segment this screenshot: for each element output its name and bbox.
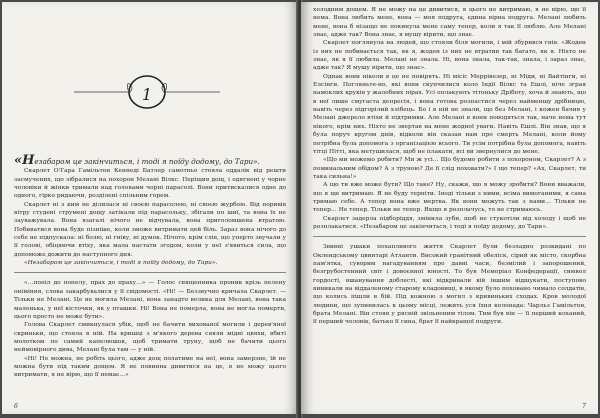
paragraph: Скарлет задерла підборіддя, змінила зуби, щоб не стукотіли від холоду і щоб не розплакатися. «Незабаром це закінчиться, і тоді я поїду додому, до Тари». xyxy=(313,215,586,230)
paragraph: Скарлет ні з ким не ділилася ні своєю парасолею, ні своєю журбою. Від поривів вітру студені струмені дощу затікали під парасольку, збігали по шиї, та вона їх не зауважувала. Вона взагалі нічого не відчувала, вона приголомшена втратою. Побиватися вона буде пізніше, коли зможе витримати цей біль. Зараз вона нічого до себе не підпускала: ні болю, ні гніву, ні думок. Нічого, крім слів, що уперто звучали у її голові, обіцяючи втіху, яка мала настати згодом, коли у неї з'явиться сила, що допоможе дожити до наступного дня. xyxy=(14,201,286,258)
paragraph-quote: «Незабаром це закінчиться, і тоді я поїду додому, до Тари». xyxy=(24,260,218,267)
paragraph: Однак вони ніколи в це не повірять. Ні місіс Меррівезер, ні Міди, ні Вайтінги, ні Елсінги. Погляньте-но, які вони скупчилися коло Індії Вілкс та Ешлі, ніче зграя намоклих круків у жалобних пірах. Усі оплакують тітоньку Дріботу, хоча й знають, що в неї лише смугаста депресія, і вона готова розпастися через найменшу дрібницю, навіть через підгорілий хлібець. Бо і в ній не знали, що без Мелані, і кожен бачив у Мелані джерело втіхи й підтримки. Але Мелані в вони поводяться так, наче нема тут нікого, крім них. Ніхто не звертав на мене жодної уваги. Навіть Ешлі. Він знав, що я була поруч кругом днів, відколи він сказав нам про смерть Мелані, коли йому потрібна була допомога з організацією всього. Ти усім потрібна була допомога, навіть тітці Пітті, яка метушилася, щоб не плакати, всі ви звернулися до мене. xyxy=(313,73,586,155)
opening-line: езабаром це закінчиться, і тоді я поїду додому, до Тари». xyxy=(34,157,260,166)
paragraph: холодним дощем. Я не можу на це дивитися, я цього не витримаю, я не вірю, що її нема. Вона любить мене, вона — моя подруга, єдина вірна подруга. Мелані любить мене, вона б нізащо не покинула мене саму тепер, коли я так її люблю. Але Мелані знає, адже так? Вона знає, я мушу вірити, що знає. xyxy=(313,7,586,39)
left-page-text xyxy=(14,153,286,380)
paragraph: Звивні ушаки похапливого життя Скарлет були безладно розкидані по Оклендському цвинтарі Атланти. Високий гранітний обеліск, сірий як місто, скорбна пам'ятка, суворим нагадуванням про давні часи, безмілий і запорошений, безгрубостенний світ і довоєнної юності. То був Меморіал Конфедерації, символ гордості, вшанування доблесті, які відкривали вій іншим відшукати, поступово виникали на віддаленому старому кладовищі, в якому було поховано чимало солдатів, що колись пішли в бій. Під кожною з могил з кривиньких сходах. Кров молодої людини, що зупинилась в цьому місці, лежить уся їхня колонада: Чарльз Гамільтон, брата Мелані. Він стояв у рясній звільненим тілом. Тим був він — її перший коханий, її перший чоловік, батько її сина, брат її найкращої подруги. xyxy=(313,244,586,326)
section-divider xyxy=(14,272,286,273)
chapter-number: 1 xyxy=(141,85,153,104)
right-page-text xyxy=(313,6,586,327)
paragraph: «Що ми можемо робити? Ми ж усі... Що будемо робити з похороном, Скарлет? А з поминальним обідом? А з труною? Де її слід поховати?» І що тепер? «Ах, Скарлет, ти така сильна!» xyxy=(313,157,586,180)
opening-paragraph xyxy=(14,153,286,168)
paragraph: Голова Скарлет смикнулася убік, щоб не бачити вихованої могили і дерев'яної скриньки, що стояла в ній. На кришці з м'якого дерева сяяли мідні цвяхи, вбиті молотком по самий капелюшок, щоб тримати труну, щоб не бачити цього неймовірного дива, Мелані була там — у ній. xyxy=(14,322,286,354)
paragraph: Скарлет О'Гара Гамільтон Кеннеді Батлер самотньо стояла оддалік від решти засмучених, що зібралися на похорон Мелані Вілкс. Періщив дощ, і одягнені у чорне чоловіки й жінки тримали над головами чорні парасолі. Вони притискалися одне до одного, гірко ридаючи, розділені спільним горем. xyxy=(14,168,286,200)
page-number-right: 7 xyxy=(582,403,586,410)
section-divider xyxy=(313,236,586,237)
drop-cap: «Н xyxy=(14,153,35,168)
left-page xyxy=(2,2,298,414)
paragraph: «Ні! Не можна, не робіть цього, адже дощ полатиме на неї, вона замерзне, їй не можна бути під таким дощем. Я не повинна дивитися на це, я не можу цього витримати, я не вірю, що її немає…» xyxy=(14,355,286,379)
paragraph: А що ти вже може бути? Що таке? Ну, скажи, що я можу зробити? Вони вважали, що я ще витримаю. Я не буду терпіти. Іноді тільки з ними, всіма вимоганими, я сама тримаю себе. А тепер вона вже мертва. Як вони можуть так з нами… Тільки не тепер… Не тепер. Тільки не тепер. Якщо я розплачусь, то не стримаюсь. xyxy=(313,182,586,214)
paragraph: Скарлет поглянула на людей, що стояли біля могили, і мій збурився гнів. «Жоден із них не побивається так, як я, жоден із них не втратив так багато, як я. Ніхто не знає, як я її любила. Мелані не знала. Ні, вона знала, так-так, знала, і зараз знає, адже так? Я мушу вірити, що знає». xyxy=(313,40,586,72)
right-page xyxy=(301,2,598,414)
paragraph: «…попіл до попелу, прах до праху…» — Голос священника проник крізь пелену оніміння, слова закарбувалися у її свідомості. «Ні! — Беззвучно кричала Скарлет. — Тільки не Мелані. Це не могила Мелані, вона занадто велика для Мелані, вона така маленька, у неї кісточки, як у пташки. Ні! Вона не померла, вона не могла померти, цього просто не може бути». xyxy=(14,280,286,320)
page-number-left: 6 xyxy=(14,403,18,410)
